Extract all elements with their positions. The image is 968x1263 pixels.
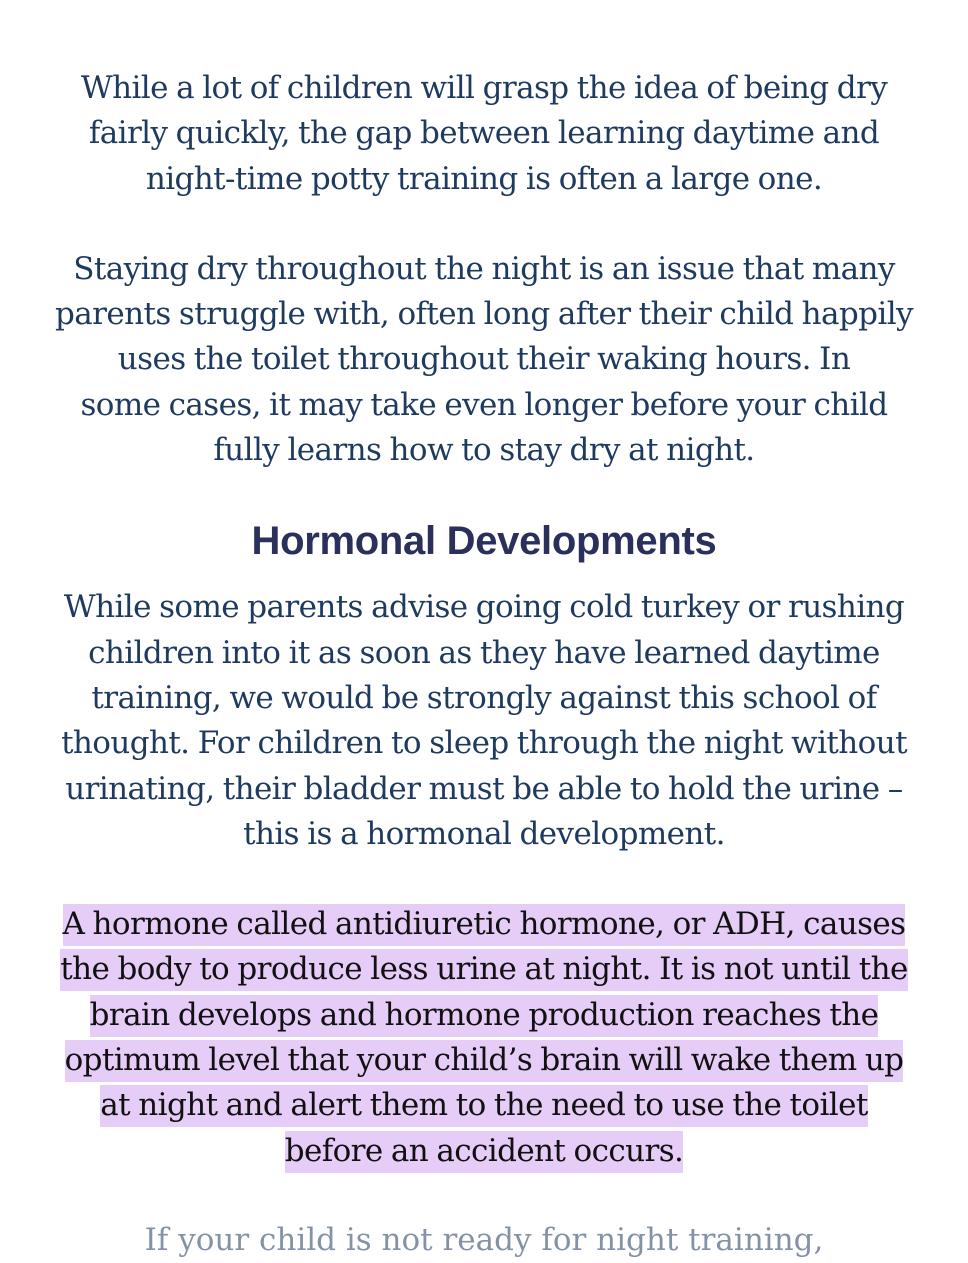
text-line: some cases, it may take even longer before your child <box>80 386 888 423</box>
text-line: While some parents advise going cold turkey or rushing <box>63 589 905 626</box>
highlighted-text-line <box>28 902 940 947</box>
section-heading-hormonal-developments: Hormonal Developments <box>251 519 717 564</box>
text-line: fairly quickly, the gap between learning daytime and <box>88 115 880 152</box>
text-highlight[interactable]: at night and alert them to the need to use the toilet <box>100 1085 867 1127</box>
text-line: While a lot of children will grasp the idea of being dry <box>80 70 888 106</box>
text-line: thought. For children to sleep through the night without <box>61 725 907 762</box>
text-line: fully learns how to stay dry at night. <box>213 432 755 469</box>
text-highlight[interactable]: optimum level that your child’s brain will wake them up <box>65 1040 904 1082</box>
highlighted-paragraph-adh[interactable] <box>28 902 940 1174</box>
text-line: training, we would be strongly against this school of <box>91 679 877 716</box>
text-highlight[interactable]: before an accident occurs. <box>285 1131 684 1173</box>
highlighted-text-line <box>28 1038 940 1083</box>
text-line: Staying dry throughout the night is an issue that many <box>73 250 895 287</box>
paragraph-cold-turkey <box>28 585 940 857</box>
text-line: uses the toilet throughout their waking hours. In <box>117 341 851 378</box>
highlighted-text-line <box>28 993 940 1038</box>
text-line: parents struggle with, often long after their child happily <box>55 296 913 333</box>
highlighted-text-line <box>28 1083 940 1128</box>
text-line: children into it as soon as they have learned daytime <box>88 634 880 671</box>
text-highlight[interactable]: the body to produce less urine at night. It is not until the <box>60 949 907 991</box>
text-line: urinating, their bladder must be able to hold the urine – <box>65 770 903 807</box>
highlighted-text-line <box>28 947 940 992</box>
highlighted-text-line <box>28 1129 940 1174</box>
text-line: night-time potty training is often a large one. <box>145 160 823 197</box>
text-highlight[interactable]: brain develops and hormone production reaches the <box>90 995 879 1037</box>
paragraph-staying-dry <box>28 247 940 473</box>
text-highlight[interactable]: A hormone called antidiuretic hormone, or ADH, causes <box>63 904 906 946</box>
paragraph-daytime-vs-nighttime <box>28 66 940 202</box>
cut-off-next-line: If your child is not ready for night training, <box>144 1222 824 1258</box>
text-line: this is a hormonal development. <box>243 815 725 852</box>
